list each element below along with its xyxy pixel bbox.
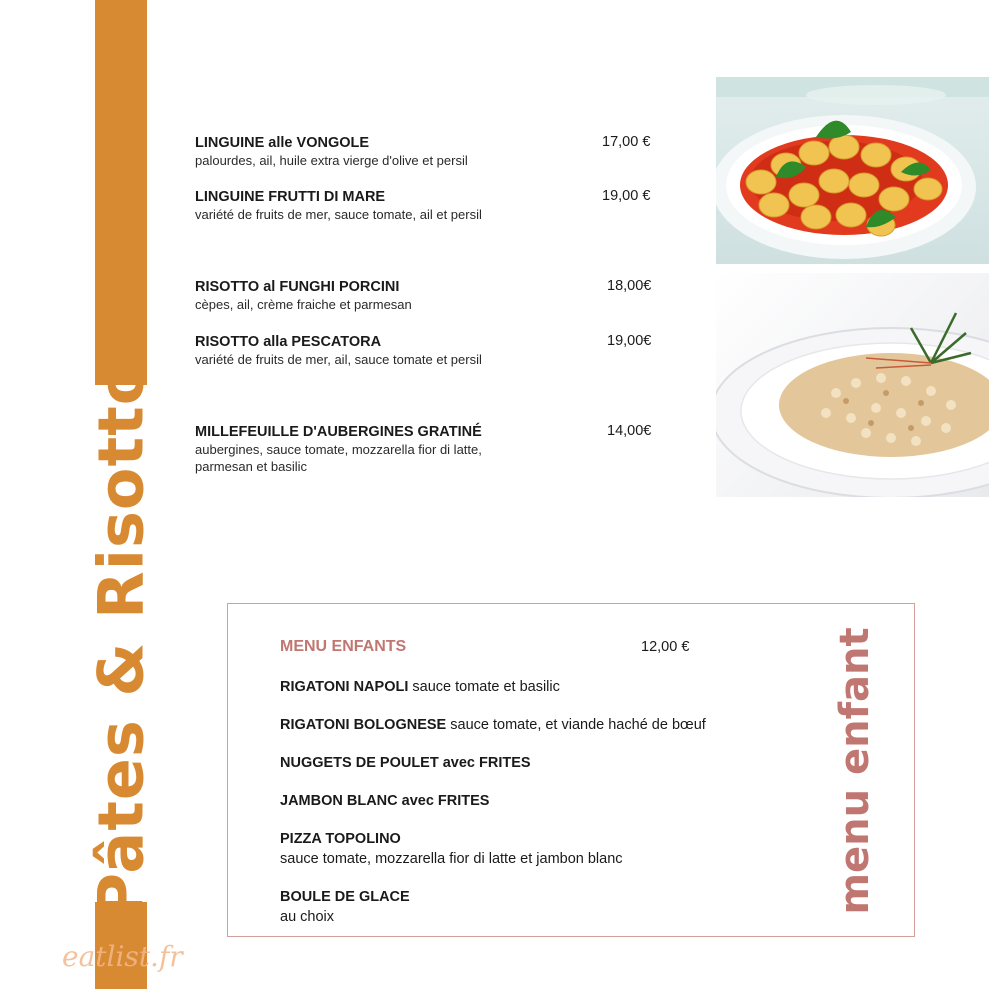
item-price: 19,00 € bbox=[602, 188, 651, 204]
item-price: 19,00€ bbox=[607, 333, 652, 349]
item-name: RISOTTO al FUNGHI PORCINI bbox=[195, 279, 400, 295]
item-desc: variété de fruits de mer, ail, sauce tomate et persil bbox=[195, 352, 482, 367]
item-price: 17,00 € bbox=[602, 134, 651, 150]
kids-item bbox=[280, 715, 706, 735]
kids-item bbox=[280, 829, 623, 869]
kids-item-name: NUGGETS DE POULET avec FRITES bbox=[280, 755, 531, 771]
kids-item-desc: au choix bbox=[280, 909, 335, 925]
risotto-photo bbox=[716, 273, 989, 497]
kids-item bbox=[280, 753, 531, 773]
kids-item-name: RIGATONI BOLOGNESE bbox=[280, 717, 447, 733]
kids-item-desc: sauce tomate, et viande haché de bœuf bbox=[446, 717, 706, 733]
kids-side-title: menu enfant bbox=[832, 627, 878, 915]
menu-item bbox=[195, 278, 665, 313]
kids-item-name: RIGATONI NAPOLI bbox=[280, 679, 409, 695]
item-name: LINGUINE alle VONGOLE bbox=[195, 135, 370, 151]
kids-item-name: BOULE DE GLACE bbox=[280, 889, 410, 905]
item-desc: cèpes, ail, crème fraiche et parmesan bbox=[195, 297, 412, 312]
kids-menu-price: 12,00 € bbox=[641, 639, 690, 655]
item-name: RISOTTO alla PESCATORA bbox=[195, 334, 382, 350]
menu-item bbox=[195, 423, 665, 475]
menu-item bbox=[195, 333, 665, 368]
gnocchi-photo bbox=[716, 77, 989, 264]
kids-menu-header: MENU ENFANTS bbox=[280, 638, 407, 655]
kids-item-name: JAMBON BLANC avec FRITES bbox=[280, 793, 490, 809]
kids-menu-box bbox=[227, 603, 915, 937]
item-price: 18,00€ bbox=[607, 278, 652, 294]
kids-item bbox=[280, 887, 410, 927]
item-desc: palourdes, ail, huile extra vierge d'olive et persil bbox=[195, 153, 468, 168]
side-bar-top bbox=[95, 0, 147, 385]
kids-item-desc: sauce tomate et basilic bbox=[408, 679, 560, 695]
item-price: 14,00€ bbox=[607, 423, 652, 439]
menu-item bbox=[195, 188, 665, 223]
watermark: eatlist.fr bbox=[62, 940, 183, 973]
risotto-illustration bbox=[716, 273, 989, 497]
kids-item-name: PIZZA TOPOLINO bbox=[280, 831, 401, 847]
kids-item bbox=[280, 677, 560, 697]
section-title: Pâtes & Risotto bbox=[84, 361, 158, 919]
gnocchi-illustration bbox=[716, 77, 989, 264]
item-name: MILLEFEUILLE D'AUBERGINES GRATINÉ bbox=[195, 424, 482, 440]
item-desc: parmesan et basilic bbox=[195, 459, 307, 474]
kids-item-desc: sauce tomate, mozzarella fior di latte et jambon blanc bbox=[280, 851, 623, 867]
menu-item bbox=[195, 134, 665, 169]
item-desc: variété de fruits de mer, sauce tomate, ail et persil bbox=[195, 207, 482, 222]
kids-item bbox=[280, 791, 489, 811]
item-name: LINGUINE FRUTTI DI MARE bbox=[195, 189, 386, 205]
item-desc: aubergines, sauce tomate, mozzarella fior di latte, bbox=[195, 442, 482, 457]
